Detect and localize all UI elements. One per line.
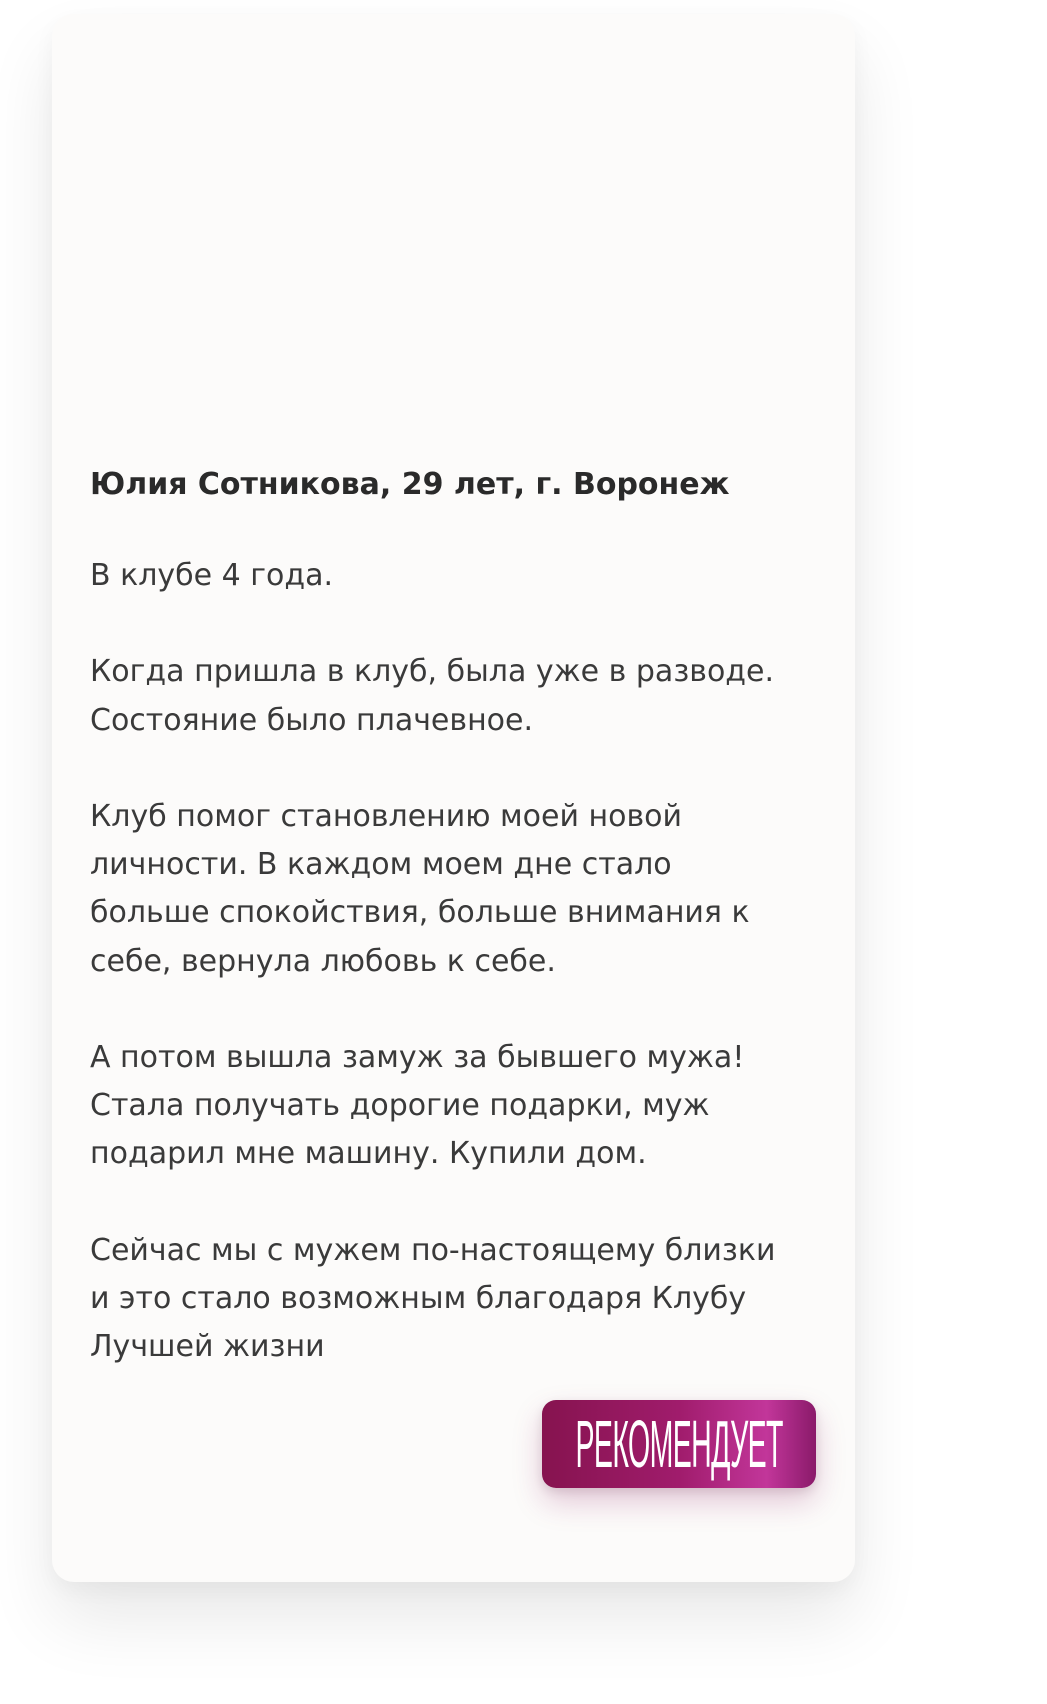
testimonial-card: [52, 14, 855, 1582]
recommends-badge-label: РЕКОМЕНДУЕТ: [575, 1406, 783, 1482]
testimonial-paragraph: Сейчас мы с мужем по-настоящему близки и это стало возможным благодаря Клубу Лучшей жизни: [90, 1232, 776, 1365]
photo-placeholder: [52, 14, 855, 434]
testimonial-paragraph: В клубе 4 года.: [90, 558, 334, 593]
testimonial-author: Юлия Сотникова, 29 лет, г. Воронеж: [90, 467, 730, 502]
testimonial-paragraph: Когда пришла в клуб, была уже в разводе. Состояние было плачевное.: [90, 654, 775, 738]
testimonial-body: [90, 552, 830, 1371]
testimonial-paragraph: Клуб помог становлению моей новой личности. В каждом моем дне стало больше спокойствия, больше внимания к себе, вернула любовь к себе.: [90, 798, 750, 979]
recommends-badge: [542, 1400, 816, 1488]
testimonial-paragraph: А потом вышла замуж за бывшего мужа! Стала получать дорогие подарки, муж подарил мне машину. Купили дом.: [90, 1039, 745, 1172]
